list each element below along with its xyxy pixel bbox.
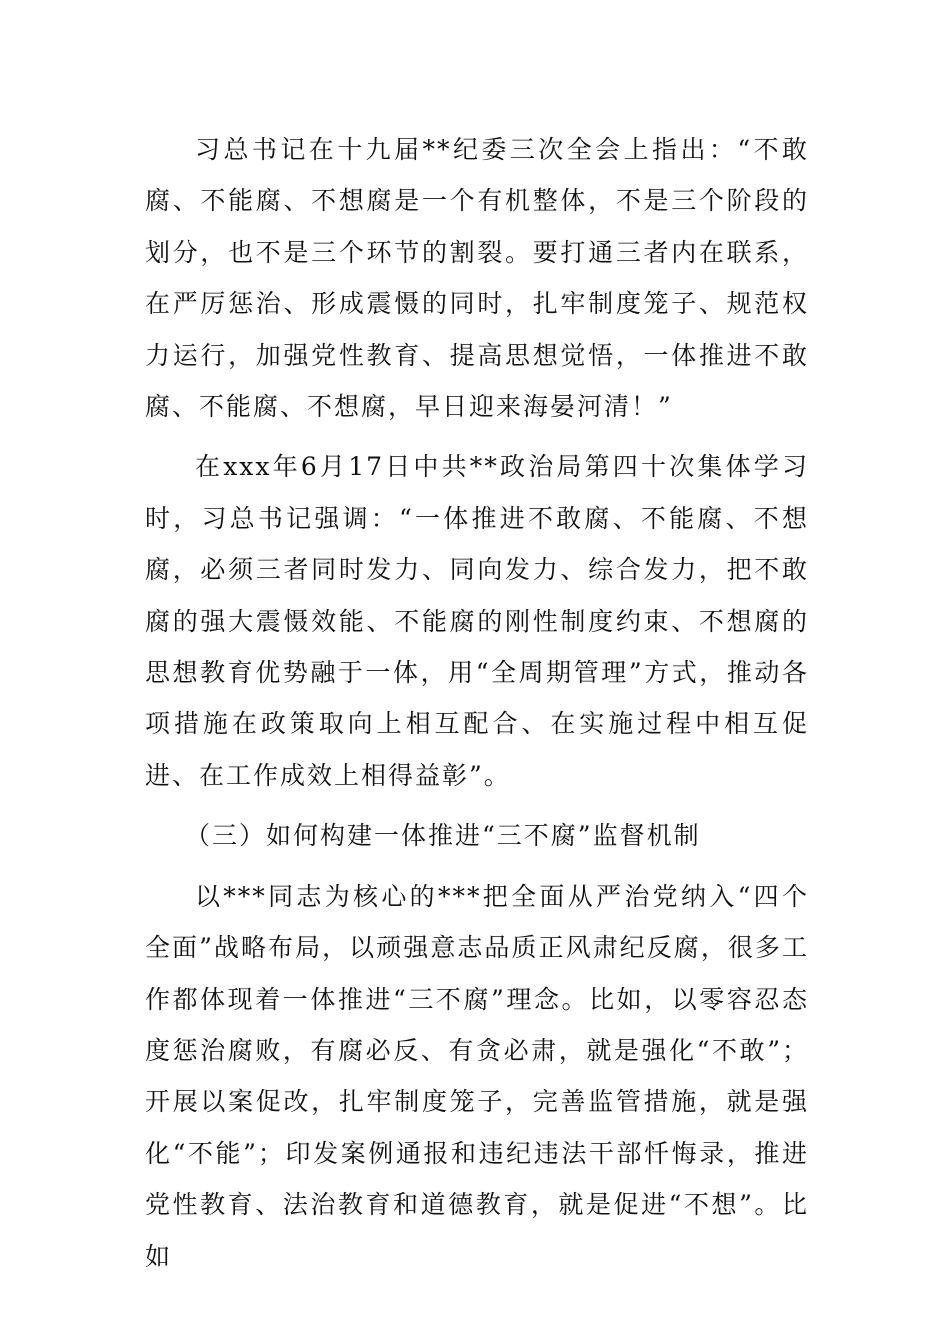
section-heading: （三）如何构建一体推进“三不腐”监督机制 bbox=[185, 821, 701, 851]
paragraph-quote-plenary: 习总书记在十九届**纪委三次全会上指出：“不敢腐、不能腐、不想腐是一个有机整体，不是三个阶段的划分，也不是三个环节的割裂。要打通三者内在联系，在严厉惩治、形成震慑的同时，扎牢制度笼子、规范权力运行，加强党性教育、提高思想觉悟，一体推进不敢腐、不能腐、不想腐，早日迎来海晏河清！” bbox=[145, 135, 809, 422]
document-body bbox=[145, 124, 809, 1282]
paragraph-practice: 以***同志为核心的***把全面从严治党纳入“四个全面”战略布局，以顽强意志品质正风肃纪反腐，很多工作都体现着一体推进“三不腐”理念。比如，以零容忍态度惩治腐败，有腐必反、有贪必肃，就是强化“不敢”；开展以案促改，扎牢制度笼子，完善监管措施，就是强化“不能”；印发案例通报和违纪违法干部忏悔录，推进党性教育、法治教育和道德教育，就是促进“不想”。比如 bbox=[145, 881, 809, 1271]
paragraph-quote-study-session: 在xxx年6月17日中共**政治局第四十次集体学习时，习总书记强调：“一体推进不敢腐、不能腐、不想腐，必须三者同时发力、同向发力、综合发力，把不敢腐的强大震慑效能、不能腐的刚性制度约束、不想腐的思想教育优势融于一体，用“全周期管理”方式，推动各项措施在政策取向上相互配合、在实施过程中相互促进、在工作成效上相得益彰”。 bbox=[145, 452, 809, 790]
